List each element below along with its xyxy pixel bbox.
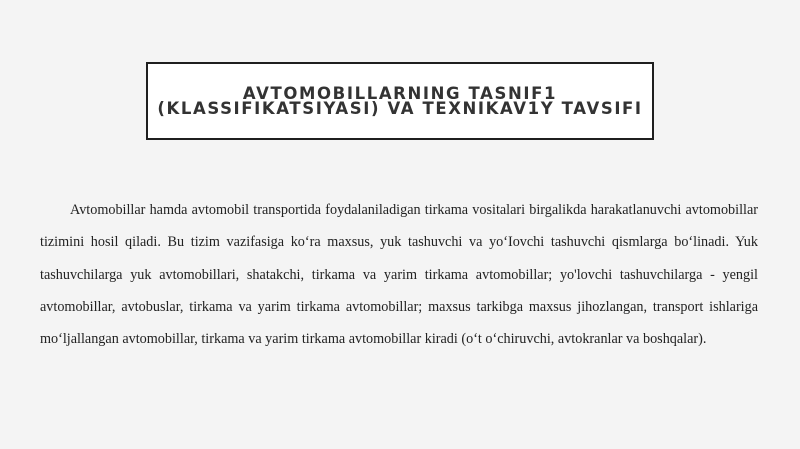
slide-title: AVTOMOBILLARNING TASNIF1 (KLASSIFIKATSIYASI) VA TEXNIKAV1Y TAVSIFI [157, 84, 643, 118]
body-paragraph: Avtomobillar hamda avtomobil transportida foydalaniladigan tirkama vositalari birgalikda harakatlanuvchi avtomobillar tizimini hosil qiladi. Bu tizim vazifasiga ko‘ra maxsus, yuk tashuvchi va yo‘Iovchi tashuvchi qismlarga bo‘linadi. Yuk tashuvchilarga yuk avtomobillari, shatakchi, tirkama va yarim tirkama avtomobillar; yo'lovchi tashuvchilarga - yengil avtomobillar, avtobuslar, tirkama va yarim tirkama avtomobillar; maxsus tarkibga maxsus jihozlangan, transport ishlariga mo‘ljallangan avtomobillar, tirkama va yarim tirkama avtomobillar kiradi (o‘t o‘chiruvchi, avtokranlar va boshqalar). [40, 202, 758, 348]
title-box [146, 62, 654, 140]
